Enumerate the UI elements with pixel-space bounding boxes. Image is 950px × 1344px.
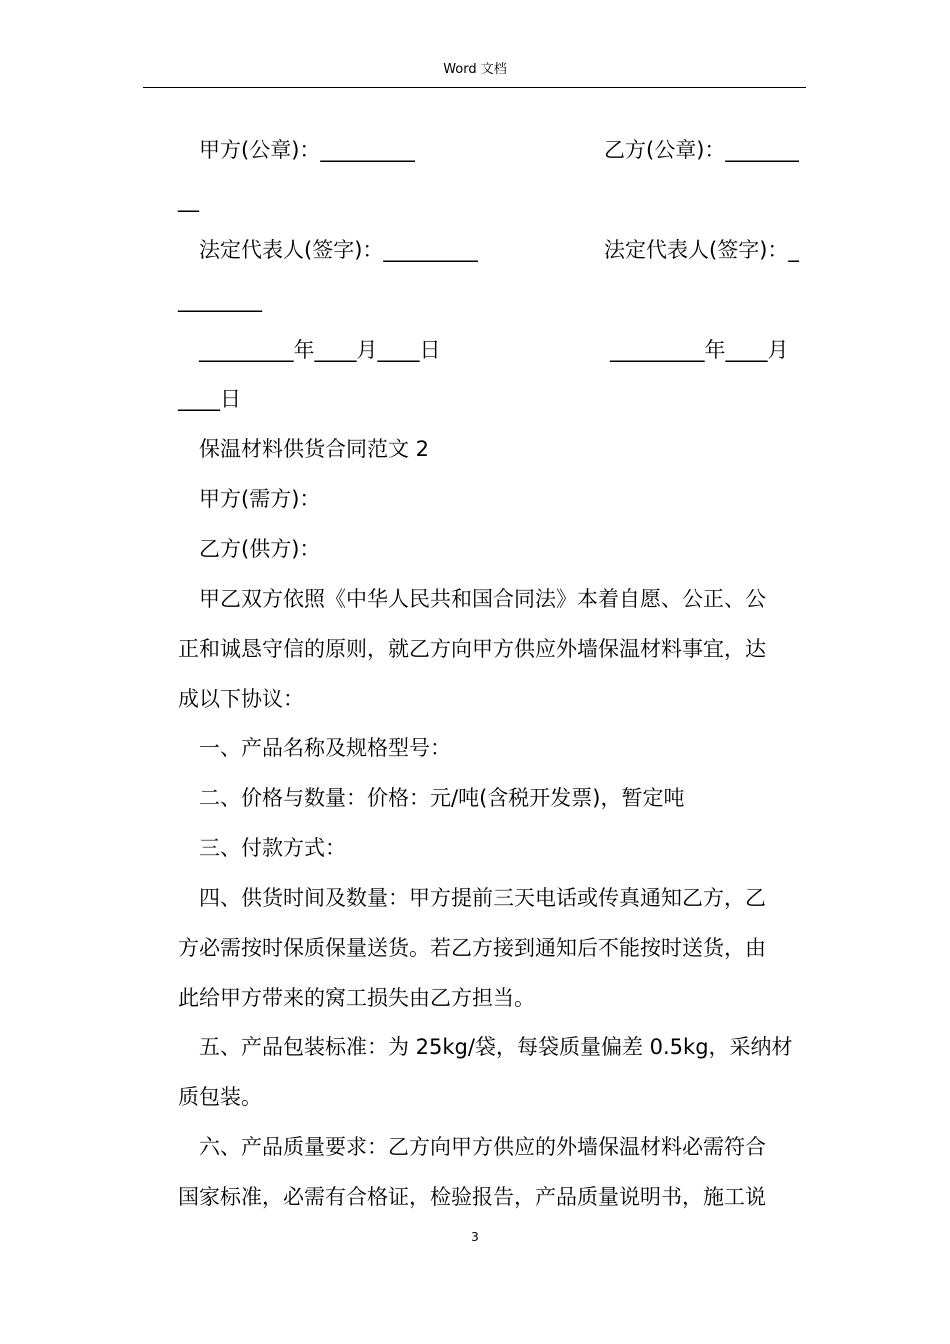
clause-5-line-2: 质包装。 [178,1085,262,1109]
party-b-rep-line-cont: ________ [178,288,262,312]
page-header [0,62,950,78]
clause-3: 三、付款方式： [199,836,346,860]
clause-5-line-1: 五、产品包装标准：为 25kg/袋，每袋质量偏差 0.5kg，采纳材 [199,1035,793,1059]
party-a-date-line: _________年____月____日 [199,338,441,362]
party-b-seal-line: 乙方(公章)：_______ [604,138,799,162]
clause-6-line-1: 六、产品质量要求：乙方向甲方供应的外墙保温材料必需符合 [199,1135,766,1159]
clause-4-line-2: 方必需按时保质保量送货。若乙方接到通知后不能按时送货，由 [178,936,766,960]
clause-1: 一、产品名称及规格型号： [199,736,451,760]
party-b-rep-line: 法定代表人(签字)：_ [604,238,799,262]
clause-2: 二、价格与数量：价格：元/吨(含税开发票)，暂定吨 [199,786,685,810]
party-b-date-line: _________年____月 [610,338,789,362]
clause-4-line-1: 四、供货时间及数量：甲方提前三天电话或传真通知乙方，乙 [199,886,766,910]
party-b-seal-line-cont: __ [178,188,199,212]
preamble-line-2: 正和诚恳守信的原则，就乙方向甲方供应外墙保温材料事宜，达 [178,637,766,661]
clause-6-line-2: 国家标准，必需有合格证，检验报告，产品质量说明书，施工说 [178,1185,766,1209]
header-divider [143,87,806,88]
party-a-label: 甲方(需方)： [199,487,321,511]
page-number: 3 [471,1230,479,1244]
party-a-seal-line: 甲方(公章)：_________ [199,138,415,162]
preamble-line-3: 成以下协议： [178,687,304,711]
party-a-rep-line: 法定代表人(签字)：_________ [199,238,478,262]
clause-4-line-3: 此给甲方带来的窝工损失由乙方担当。 [178,986,535,1010]
preamble-line-1: 甲乙双方依照《中华人民共和国合同法》本着自愿、公正、公 [199,587,766,611]
section-title: 保温材料供货合同范文 2 [199,437,430,461]
party-b-label: 乙方(供方)： [199,537,321,561]
header-title: Word 文档 [443,62,507,77]
party-b-date-line-cont: ____日 [178,387,241,411]
